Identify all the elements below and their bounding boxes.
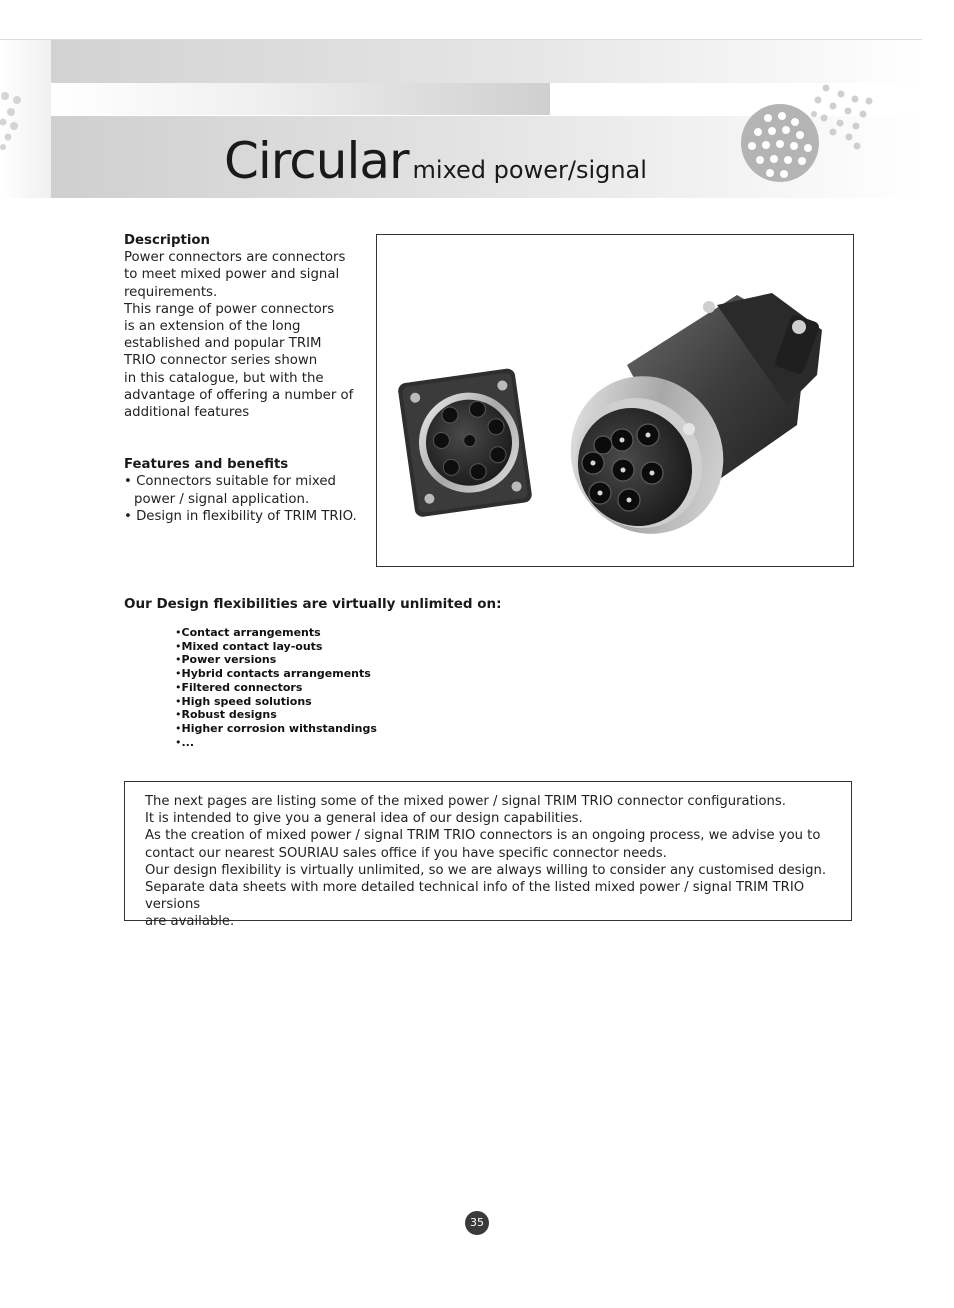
page-number-badge: 35 — [465, 1211, 489, 1235]
page-title-sub: mixed power/signal — [412, 156, 647, 184]
note-line: Separate data sheets with more detailed technical info of the listed mixed power / signal TRIM TRIO versions — [145, 880, 805, 913]
flexibilities-list — [175, 626, 377, 749]
description-heading: Description — [124, 233, 211, 248]
description-line: is an extension of the long — [124, 319, 301, 335]
dots-decoration-left-icon — [0, 90, 26, 152]
header-band-top — [51, 40, 922, 83]
flexibilities-item: • Hybrid contacts arrangements — [175, 667, 377, 681]
flexibilities-item: • Higher corrosion withstandings — [175, 722, 377, 736]
dotted-circle-icon — [738, 80, 878, 184]
note-line: The next pages are listing some of the mixed power / signal TRIM TRIO connector configurations. — [145, 794, 786, 809]
flexibilities-item: • Mixed contact lay-outs — [175, 640, 377, 654]
note-line: Our design flexibility is virtually unlimited, so we are always willing to consider any customised design. — [145, 862, 827, 878]
description-line: advantage of offering a number of — [124, 387, 354, 403]
description-line: to meet mixed power and signal — [124, 267, 340, 283]
note-line: It is intended to give you a general idea of our design capabilities. — [145, 811, 583, 827]
page-title-main: Circular — [224, 132, 409, 190]
features-list — [124, 473, 369, 525]
page-title — [224, 132, 647, 190]
flexibilities-heading: Our Design flexibilities are virtually unlimited on: — [124, 596, 502, 612]
flexibilities-item: • Contact arrangements — [175, 626, 377, 640]
description-line: This range of power connectors — [124, 301, 335, 317]
note-line: As the creation of mixed power / signal TRIM TRIO connectors is an ongoing process, we advise you to — [145, 828, 821, 844]
note-line: are available. — [145, 914, 235, 930]
plug-connector — [542, 293, 822, 562]
description-column — [124, 232, 369, 525]
features-item: • Connectors suitable for mixed power / signal application. — [124, 474, 336, 507]
description-line: established and popular TRIM — [124, 336, 322, 352]
header-band-strip — [51, 83, 550, 115]
features-item: • Design in flexibility of TRIM TRIO. — [124, 508, 357, 524]
flexibilities-item: • Power versions — [175, 653, 377, 667]
flexibilities-item: • ... — [175, 736, 377, 750]
receptacle-connector — [397, 368, 533, 518]
features-heading: Features and benefits — [124, 457, 289, 473]
flexibilities-item: • High speed solutions — [175, 695, 377, 709]
circular-connector-photo — [376, 234, 854, 567]
note-line: contact our nearest SOURIAU sales office if you have specific connector needs. — [145, 845, 667, 861]
info-note-box — [124, 781, 852, 930]
description-line: Power connectors are connectors — [124, 250, 346, 266]
flexibilities-item: • Robust designs — [175, 708, 377, 722]
connector-illustration — [377, 235, 853, 566]
description-line: requirements. — [124, 284, 218, 300]
section-spacer — [124, 421, 369, 456]
flexibilities-item: • Filtered connectors — [175, 681, 377, 695]
description-line: in this catalogue, but with the — [124, 370, 324, 386]
description-line: additional features — [124, 405, 250, 421]
description-line: TRIO connector series shown — [124, 353, 318, 369]
